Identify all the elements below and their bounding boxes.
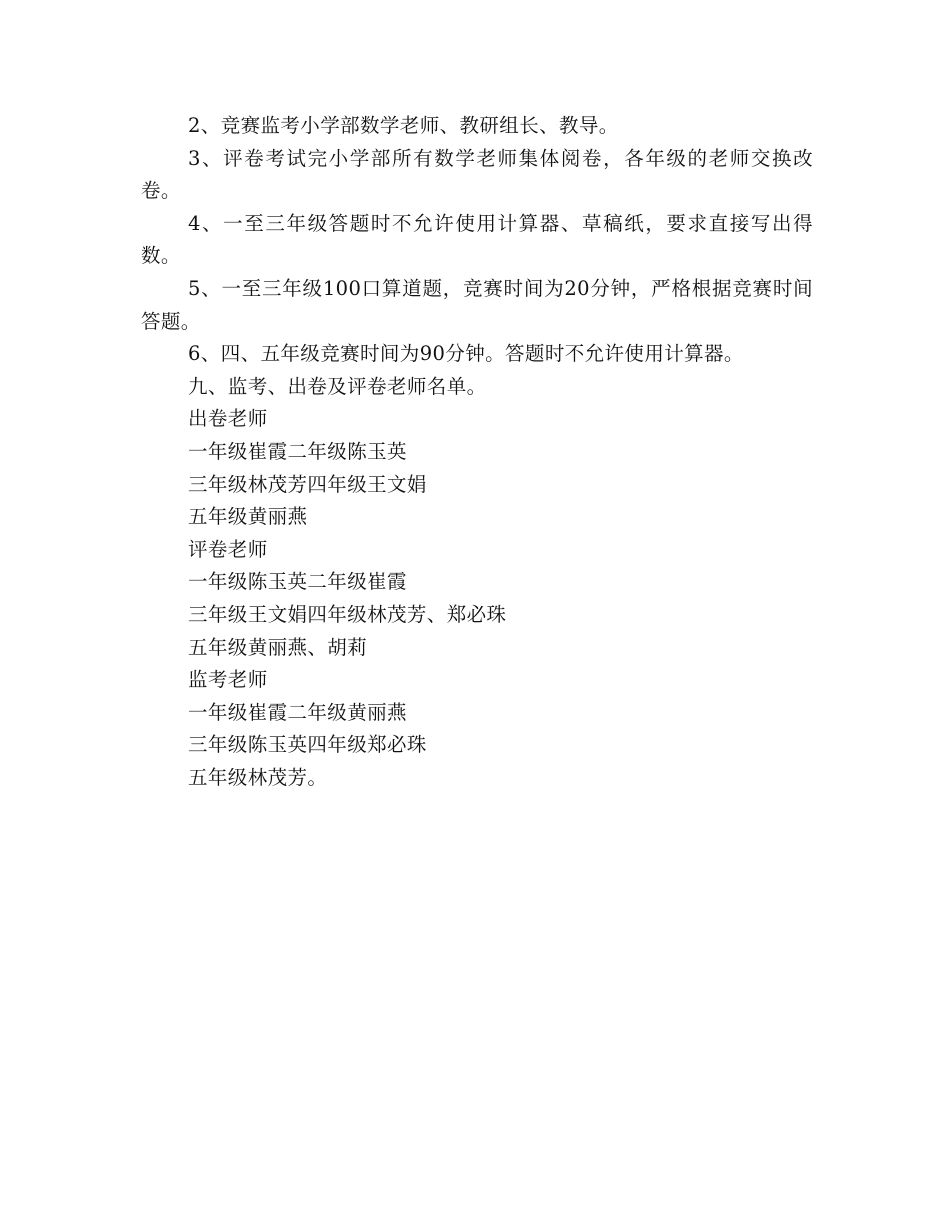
paper-setters-line-3: 五年级黄丽燕 <box>188 505 308 529</box>
paragraph-rule-3: 3、评卷考试完小学部所有数学老师集体阅卷，各年级的老师交换改卷。 <box>141 146 813 203</box>
document-body <box>141 110 813 794</box>
proctors-line-3: 五年级林茂芳。 <box>188 765 328 789</box>
proctors-line-2: 三年级陈玉英四年级郑必珠 <box>188 733 427 757</box>
proctors-line-1: 一年级崔霞二年级黄丽燕 <box>188 700 407 724</box>
subheading-paper-setters: 出卷老师 <box>188 407 268 431</box>
paragraph-rule-2: 2、竞赛监考小学部数学老师、教研组长、教导。 <box>188 114 619 137</box>
paper-setters-line-1: 一年级崔霞二年级陈玉英 <box>188 439 407 463</box>
graders-line-3: 五年级黄丽燕、胡莉 <box>188 635 368 659</box>
paragraph-rule-5: 5、一至三年级100口算道题，竞赛时间为20分钟，严格根据竞赛时间答题。 <box>141 276 813 333</box>
paper-setters-line-2: 三年级林茂芳四年级王文娟 <box>188 472 427 496</box>
subheading-graders: 评卷老师 <box>188 537 268 561</box>
paragraph-rule-4: 4、一至三年级答题时不允许使用计算器、草稿纸，要求直接写出得数。 <box>141 211 813 268</box>
graders-line-1: 一年级陈玉英二年级崔霞 <box>188 570 407 594</box>
graders-line-2: 三年级王文娟四年级林茂芳、郑必珠 <box>188 602 507 626</box>
section-heading-teacher-list: 九、监考、出卷及评卷老师名单。 <box>188 374 487 398</box>
subheading-proctors: 监考老师 <box>188 668 268 692</box>
paragraph-rule-6: 6、四、五年级竞赛时间为90分钟。答题时不允许使用计算器。 <box>188 342 744 366</box>
